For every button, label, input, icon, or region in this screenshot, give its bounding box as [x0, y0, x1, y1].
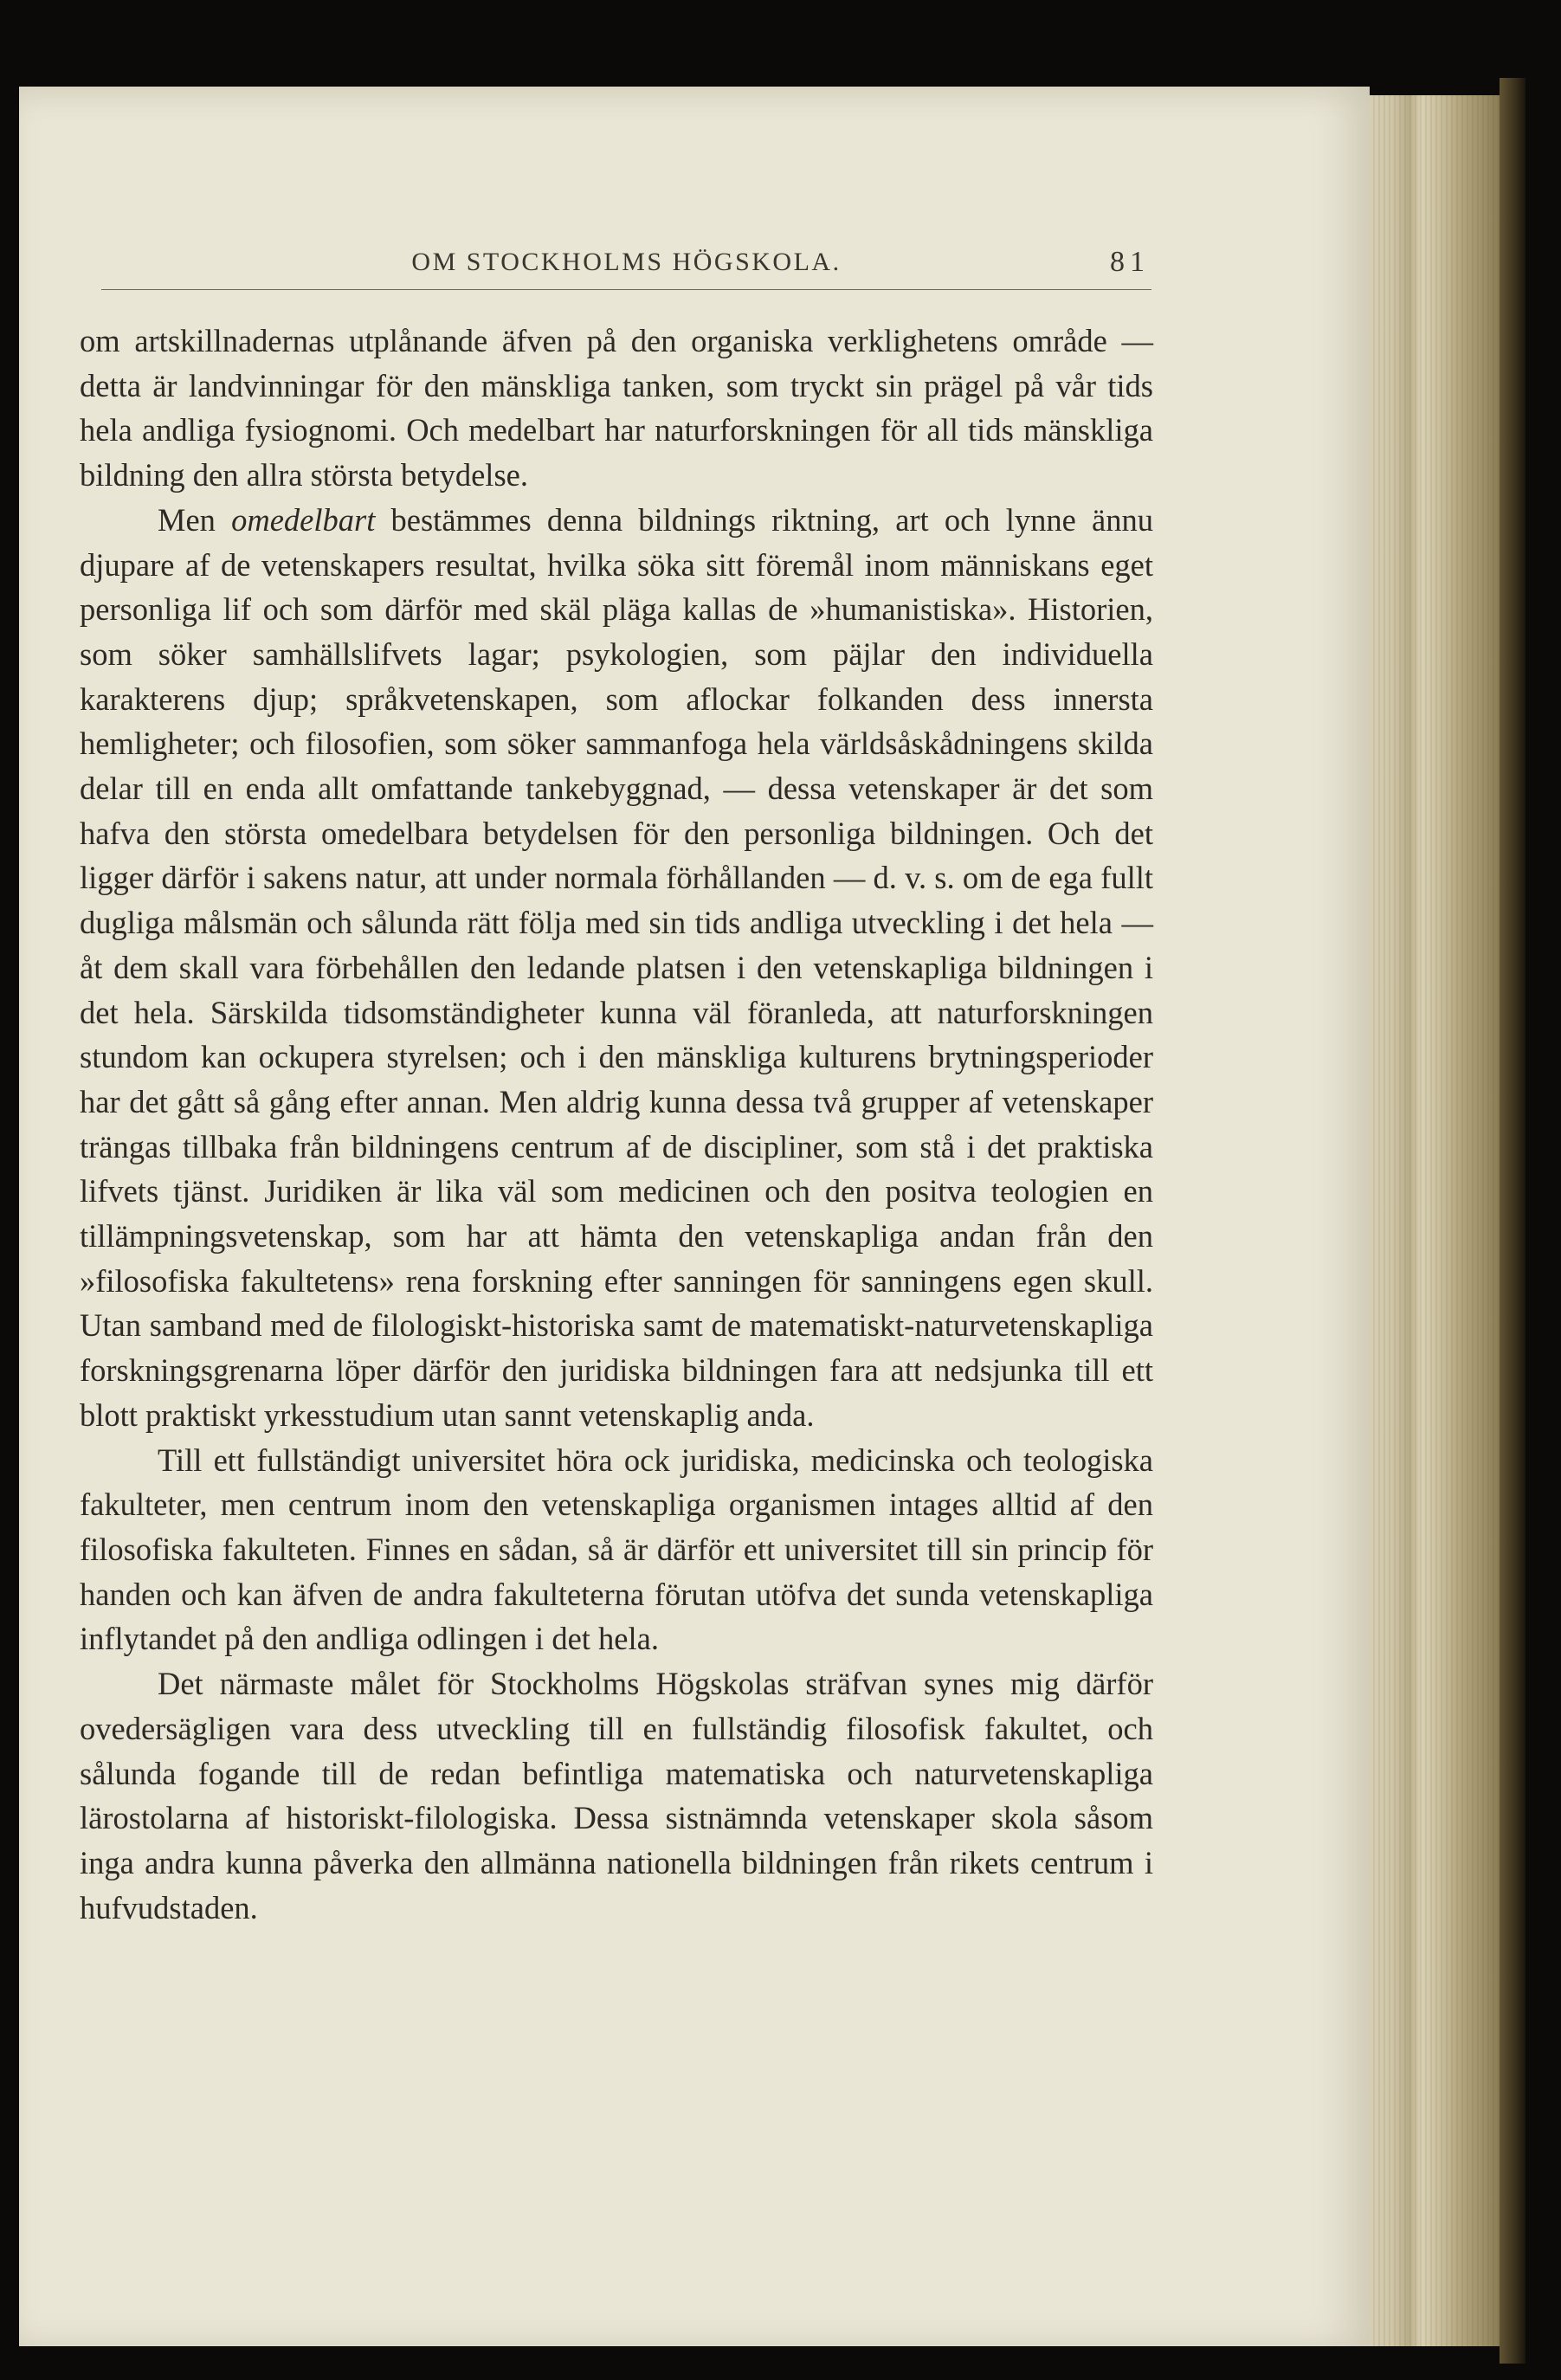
paragraph-3: Till ett fullständigt universitet höra ock juridiska, medicinska och teologiska fakulteter, men centrum inom den vetenskapliga organismen intages alltid af den filosofiska fakulteten. Finnes en sådan, så är därför ett universitet till sin princip för handen och kan äfven de andra fakulteterna förutan utöfva det sunda vetenskapliga inflytandet på den andliga odlingen i det hela. [80, 1442, 1153, 1657]
paragraph-2-italic: omedelbart [231, 501, 376, 538]
page-number: 81 [1110, 246, 1150, 278]
page-header [101, 241, 1151, 290]
paragraph-2 [80, 498, 1153, 1438]
paragraph-2-pre: Men [158, 501, 232, 538]
paragraph-2-text: bestämmes denna bildnings riktning, art och lynne ännu djupare af de vetenskapers resultat, hvilka söka sitt föremål inom människans eget personliga lif och som därför med skäl pläga kallas de »humanistiska». Historien, som söker samhällslifvets lagar; psykologien, som päjlar den individuella karakterens djup; språkvetenskapen, som aflockar folkanden dess innersta hemligheter; och filosofien, som söker sammanfoga hela världsåskådningens skilda delar till en enda allt omfattande tankebyggnad, — dessa vetenskaper är det som hafva den största omedelbara betydelsen för den personliga bildningen. Och det ligger därför i sakens natur, att under normala förhållanden — d. v. s. om de ega fullt dugliga målsmän och sålunda rätt följa med sin tids andliga utveckling i det hela — åt dem skall vara förbehållen den ledande platsen i den vetenskapliga bildningen i det hela. Särskilda tidsomständigheter kunna väl föranleda, att naturforskningen stundom kan ockupera styrelsen; och i den mänskliga kulturens brytningsperioder har det gått så gång efter annan. Men aldrig kunna dessa två grupper af vetenskaper trängas tillbaka från bildningens centrum af de discipliner, som stå i det praktiska lifvets tjänst. Juridiken är lika väl som medicinen och den positva teologien en tillämpningsvetenskap, som har att hämta den vetenskapliga andan från den »filosofiska fakultetens» rena forskning efter sanningen för sanningens egen skull. Utan samband med de filologiskt-historiska samt de matematiskt-naturvetenskapliga forskningsgrenarna löper därför den juridiska bildningen fara att nedsjunka till ett blott praktiskt yrkesstudium utan sannt vetenskaplig anda. [80, 501, 1153, 1433]
paragraph-4: Det närmaste målet för Stockholms Högskolas sträfvan synes mig därför ovedersägligen vara dess utveckling till en fullständig filosofisk fakultet, och sålunda fogande till de redan befintliga matematiska och naturvetenskapliga lärostolarna af historiskt-filologiska. Dessa sistnämnda vetenskaper skola såsom inga andra kunna påverka den allmänna nationella bildningen från rikets centrum i hufvudstaden. [80, 1666, 1153, 1925]
running-title: OM STOCKHOLMS HÖGSKOLA. [411, 248, 842, 276]
page-edge-lines [1370, 95, 1500, 2346]
paragraph-1: om artskillnadernas utplånande äfven på den organiska verklighetens område — detta är landvinningar för den mänskliga tanken, som tryckt sin prägel på vår tids hela andliga fysiognomi. Och medelbart har naturforskningen för all tids mänskliga bildning den allra största betydelse. [80, 323, 1153, 493]
body-text [80, 319, 1153, 1930]
book-cover-edge [1500, 78, 1526, 2364]
